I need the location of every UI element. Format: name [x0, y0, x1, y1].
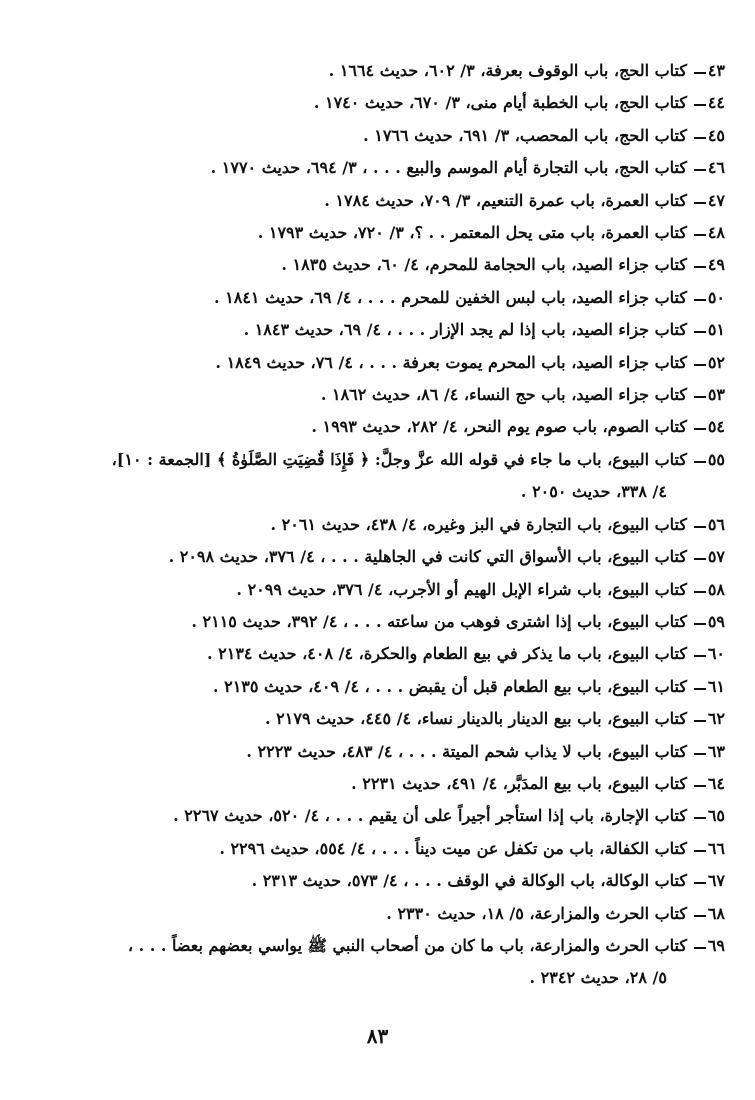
entry-number: ٦٣: [687, 736, 725, 768]
page-number: ٨٣: [366, 1024, 389, 1048]
entry-text: [25, 249, 687, 281]
reference-entry: [25, 411, 725, 443]
entry-number: ٤٣: [687, 55, 725, 87]
entry-number: ٥٨: [687, 574, 725, 606]
reference-entry: [25, 217, 725, 249]
entry-text: [25, 87, 687, 119]
entry-citation: كتاب الصوم، باب صوم يوم النحر، ٤/ ٢٨٢، حديث ١٩٩٣ .: [311, 417, 687, 437]
entry-citation: كتاب الحج، باب التجارة أيام الموسم والبيع . . . ، ٣/ ٦٩٤، حديث ١٧٧٠ .: [210, 158, 687, 178]
entry-text: [25, 833, 687, 865]
entry-text: [25, 898, 687, 930]
entry-citation: كتاب البيوع، باب بيع الطعام قبل أن يقبض . . . ، ٤/ ٤٠٩، حديث ٢١٣٥ .: [212, 676, 687, 696]
entry-number: ٤٧: [687, 185, 725, 217]
entry-citation: كتاب العمرة، باب عمرة التنعيم، ٣/ ٧٠٩، حديث ١٧٨٤ .: [324, 190, 687, 210]
entry-number: ٦٧: [687, 865, 725, 897]
entry-number: ٥٤: [687, 411, 725, 443]
reference-entry: [25, 930, 725, 995]
reference-entry: [25, 574, 725, 606]
reference-entry: [25, 314, 725, 346]
reference-entry: [25, 671, 725, 703]
entry-number: ٥٢: [687, 347, 725, 379]
entry-number: ٦١: [687, 671, 725, 703]
entry-text: [25, 282, 687, 314]
entry-text: [25, 574, 687, 606]
entry-text: [25, 638, 687, 670]
reference-entry: [25, 703, 725, 735]
entry-text: [25, 800, 687, 832]
entry-number: ٦٥: [687, 800, 725, 832]
entry-citation: كتاب الكفالة، باب من تكفل عن ميت ديناً . . . ، ٤/ ٥٥٤، حديث ٢٢٩٦ .: [219, 838, 687, 858]
reference-entry: [25, 736, 725, 768]
entry-citation: كتاب البيوع، باب ما يذكر في بيع الطعام والحكرة، ٤/ ٤٠٨، حديث ٢١٣٤ .: [207, 644, 687, 664]
entry-citation: كتاب الحج، باب الوقوف بعرفة، ٣/ ٦٠٢، حديث ١٦٦٤ .: [328, 61, 687, 80]
entry-citation: كتاب جزاء الصيد، باب إذا لم يجد الإزار . . . ، ٤/ ٦٩، حديث ١٨٤٣ .: [243, 320, 687, 340]
entry-text: [25, 411, 687, 443]
reference-list: [25, 55, 725, 995]
entry-citation: كتاب الحج، باب الخطبة أيام منى، ٣/ ٦٧٠، حديث ١٧٤٠ .: [313, 93, 687, 113]
entry-text: [25, 865, 687, 897]
reference-entry: [25, 444, 725, 509]
reference-entry: [25, 55, 725, 87]
reference-entry: [25, 833, 725, 865]
entry-citation: كتاب البيوع، باب الأسواق التي كانت في الجاهلية . . . ، ٤/ ٣٧٦، حديث ٢٠٩٨ .: [168, 547, 687, 567]
reference-entry: [25, 541, 725, 573]
reference-entry: [25, 249, 725, 281]
entry-number: ٦٩: [687, 930, 725, 962]
entry-number: ٥٧: [687, 541, 725, 573]
entry-number: ٤٨: [687, 217, 725, 249]
entry-number: ٥٩: [687, 606, 725, 638]
entry-number: ٦٦: [687, 833, 725, 865]
entry-number: ٥١: [687, 314, 725, 346]
entry-text: [25, 768, 687, 800]
entry-text: [25, 185, 687, 217]
reference-entry: [25, 87, 725, 119]
entry-number: ٦٠: [687, 638, 725, 670]
entry-citation: كتاب جزاء الصيد، باب المحرم يموت بعرفة . . . ، ٤/ ٧٦، حديث ١٨٤٩ .: [215, 352, 687, 372]
entry-citation-continued: ٥/ ٢٨، حديث ٢٣٤٢ .: [529, 968, 667, 988]
reference-entry: [25, 606, 725, 638]
entry-number: ٥٥: [687, 444, 725, 476]
entry-citation: كتاب البيوع، باب بيع المدَبَّر، ٤/ ٤٩١، حديث ٢٢٣١ .: [351, 773, 687, 793]
entry-text: [25, 217, 687, 249]
entry-text: [25, 736, 687, 768]
entry-citation: كتاب البيوع، باب التجارة في البز وغيره، ٤/ ٤٣٨، حديث ٢٠٦١ .: [270, 514, 687, 534]
reference-entry: [25, 379, 725, 411]
entry-citation: كتاب الوكالة، باب الوكالة في الوقف . . . ، ٤/ ٥٧٣، حديث ٢٣١٣ .: [251, 871, 687, 891]
entry-number: ٤٩: [687, 249, 725, 281]
entry-text: [25, 314, 687, 346]
reference-entry: [25, 120, 725, 152]
entry-number: ٦٢: [687, 703, 725, 735]
reference-entry: [25, 800, 725, 832]
reference-entry: [25, 898, 725, 930]
entry-citation: كتاب البيوع، باب إذا اشترى فوهب من ساعته . . . ، ٤/ ٣٩٢، حديث ٢١١٥ .: [191, 611, 687, 631]
entry-citation: كتاب جزاء الصيد، باب لبس الخفين للمحرم . . . ، ٤/ ٦٩، حديث ١٨٤١ .: [213, 287, 687, 307]
entry-citation: كتاب الحج، باب المحصب، ٣/ ٦٩١، حديث ١٧٦٦ .: [363, 125, 687, 145]
reference-entry: [25, 347, 725, 379]
entry-citation: كتاب البيوع، باب لا يذاب شحم الميتة . . . ، ٤/ ٤٨٣، حديث ٢٢٢٣ .: [246, 741, 687, 761]
entry-number: ٥٦: [687, 509, 725, 541]
reference-entry: [25, 185, 725, 217]
entry-citation: كتاب جزاء الصيد، باب حج النساء، ٤/ ٨٦، حديث ١٨٦٢ .: [320, 385, 687, 405]
entry-citation: كتاب البيوع، باب شراء الإبل الهيم أو الأجرب، ٤/ ٣٧٦، حديث ٢٠٩٩ .: [236, 579, 687, 599]
entry-text: [25, 120, 687, 152]
entry-citation: كتاب العمرة، باب متى يحل المعتمر . . ؟، ٣/ ٧٢٠، حديث ١٧٩٣ .: [257, 223, 687, 243]
entry-citation: كتاب جزاء الصيد، باب الحجامة للمحرم، ٤/ ٦٠، حديث ١٨٣٥ .: [281, 255, 687, 275]
entry-number: ٥٠: [687, 282, 725, 314]
reference-entry: [25, 768, 725, 800]
entry-text: [25, 541, 687, 573]
reference-entry: [25, 865, 725, 897]
entry-citation: كتاب الحرث والمزارعة، ٥/ ١٨، حديث ٢٣٣٠ .: [386, 903, 687, 923]
reference-entry: [25, 638, 725, 670]
entry-text: [25, 703, 687, 735]
entry-text: [25, 671, 687, 703]
entry-text: [25, 379, 687, 411]
reference-entry: [25, 509, 725, 541]
entry-number: ٦٤: [687, 768, 725, 800]
entry-text: [25, 930, 687, 995]
entry-text: [25, 347, 687, 379]
entry-citation: كتاب البيوع، باب بيع الدينار بالدينار نساء، ٤/ ٤٤٥، حديث ٢١٧٩ .: [265, 709, 687, 729]
entry-citation-continued: ٤/ ٣٣٨، حديث ٢٠٥٠ .: [520, 482, 667, 502]
entry-number: ٤٤: [687, 87, 725, 119]
entry-text: [25, 606, 687, 638]
entry-number: ٦٨: [687, 898, 725, 930]
entry-citation: كتاب الإجارة، باب إذا استأجر أجيراً على أن يقيم . . . ، ٤/ ٥٢٠، حديث ٢٢٦٧ .: [173, 806, 687, 826]
reference-entry: [25, 282, 725, 314]
entry-text: [25, 152, 687, 184]
entry-citation: كتاب الحرث والمزارعة، باب ما كان من أصحاب النبي ﷺ يواسي بعضهم بعضاً . . . ،: [127, 935, 687, 955]
entry-number: ٥٣: [687, 379, 725, 411]
entry-number: ٤٦: [687, 152, 725, 184]
entry-number: ٤٥: [687, 120, 725, 152]
entry-citation: كتاب البيوع، باب ما جاء في قوله الله عزَّ وجلَّ: ﴿ فَإِذَا قُضِيَتِ الصَّلَوٰةُ ﴾ [الجمعة : ١٠]،: [111, 449, 687, 469]
entry-text: [25, 509, 687, 541]
entry-text: [25, 444, 687, 509]
reference-entry: [25, 152, 725, 184]
entry-text: [25, 55, 687, 87]
